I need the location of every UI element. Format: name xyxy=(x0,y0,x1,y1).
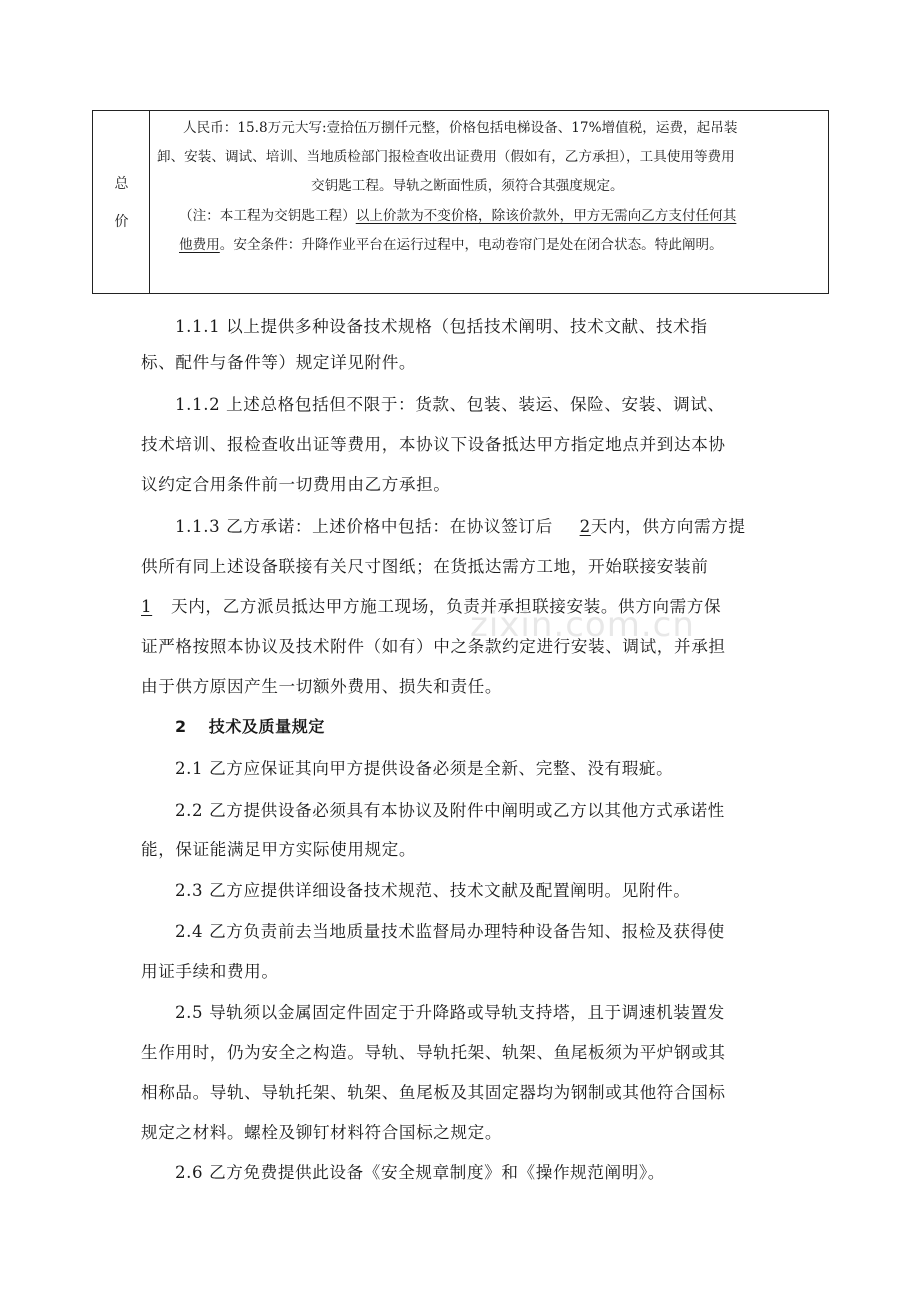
para-22-line-1: 2.2 乙方提供设备必须具有本协议及附件中阐明或乙方以其他方式承诺性 xyxy=(175,801,725,820)
para-113-line-1-a: 1.1.3 乙方承诺：上述价格中包括：在协议签订后 xyxy=(175,517,553,536)
para-113-line-3 xyxy=(141,593,721,617)
blank-days-1: 2 xyxy=(579,517,591,536)
price-note-prefix: （注：本工程为交钥匙工程） xyxy=(179,208,356,224)
price-note-underlined-2: 他费用 xyxy=(179,237,220,253)
para-21: 2.1 乙方应保证其向甲方提供设备必须是全新、完整、没有瑕疵。 xyxy=(175,759,674,778)
para-112-line-1: 1.1.2 上述总格包括但不限于：货款、包装、装运、保险、安装、调试、 xyxy=(175,395,725,414)
para-26: 2.6 乙方免费提供此设备《安全规章制度》和《操作规范阐明》。 xyxy=(175,1163,665,1182)
para-113-line-5: 由于供方原因产生一切额外费用、损失和责任。 xyxy=(141,677,503,696)
section-2-title: 技术及质量规定 xyxy=(208,717,325,736)
price-line-3: 交钥匙工程。导轨之断面性质，须符合其强度规定。 xyxy=(311,178,624,194)
section-2-heading xyxy=(175,714,325,737)
para-25-line-2: 生作用时，仍为安全之构造。导轨、导轨托架、轨架、鱼尾板须为平炉钢或其 xyxy=(141,1043,726,1062)
para-113-line-1 xyxy=(175,513,746,537)
para-111-line-1: 1.1.1 以上提供多种设备技术规格（包括技术阐明、技术文献、技术指 xyxy=(175,317,708,336)
total-price-table xyxy=(92,110,829,294)
para-25-line-1: 2.5 导轨须以金属固定件固定于升降路或导轨支持塔，且于调速机装置发 xyxy=(175,1003,725,1022)
label-char-1: 总 xyxy=(114,176,129,192)
para-113-line-3-b: 天内，乙方派员抵达甲方施工现场，负责并承担联接安装。供方向需方保 xyxy=(171,597,722,616)
para-24-line-2: 用证手续和费用。 xyxy=(141,962,279,981)
para-23: 2.3 乙方应提供详细设备技术规范、技术文献及配置阐明。见附件。 xyxy=(175,881,691,900)
para-111-line-2: 标、配件与备件等）规定详见附件。 xyxy=(141,353,417,372)
para-24-line-1: 2.4 乙方负责前去当地质量技术监督局办理特种设备告知、报检及获得使 xyxy=(175,922,725,941)
blank-days-2: 1 xyxy=(141,597,153,616)
price-note-suffix: 。安全条件：升降作业平台在运行过程中，电动卷帘门是处在闭合状态。特此阐明。 xyxy=(219,237,723,253)
para-112-line-3: 议约定合用条件前一切费用由乙方承担。 xyxy=(141,475,451,494)
para-113-line-2: 供所有同上述设备联接有关尺寸图纸；在货抵达需方工地，开始联接安装前 xyxy=(141,557,709,576)
price-line-2: 卸、安装、调试、培训、当地质检部门报检查收出证费用（假如有，乙方承担），工具使用等费用 xyxy=(157,149,735,165)
para-25-line-3: 相称品。导轨、导轨托架、轨架、鱼尾板及其固定器均为钢制或其他符合国标 xyxy=(141,1083,726,1102)
para-112-line-2: 技术培训、报检查收出证等费用，本协议下设备抵达甲方指定地点并到达本协 xyxy=(141,435,726,454)
price-line-1: 人民币：15.8万元大写:壹拾伍万捌仟元整，价格包括电梯设备、17%增值税，运费，起吊装 xyxy=(183,120,738,136)
total-price-content-cell xyxy=(151,111,828,293)
para-22-line-2: 能，保证能满足甲方实际使用规定。 xyxy=(141,840,417,859)
price-note-underlined-1: 以上价款为不变价格，除该价款外，甲方无需向乙方支付任何其 xyxy=(355,208,737,224)
para-25-line-4: 规定之材料。螺栓及铆钉材料符合国标之规定。 xyxy=(141,1123,503,1142)
label-char-2: 价 xyxy=(114,214,129,230)
watermark: zixin.com.cn xyxy=(470,605,695,645)
price-note-line-2 xyxy=(179,233,723,253)
para-113-line-4: 证严格按照本协议及技术附件（如有）中之条款约定进行安装、调试，并承担 xyxy=(141,637,726,656)
para-113-line-1-b: 天内，供方向需方提 xyxy=(590,517,746,536)
section-2-number: 2 xyxy=(175,717,187,736)
price-note-line-1 xyxy=(179,204,736,224)
total-price-label-cell xyxy=(93,111,150,293)
